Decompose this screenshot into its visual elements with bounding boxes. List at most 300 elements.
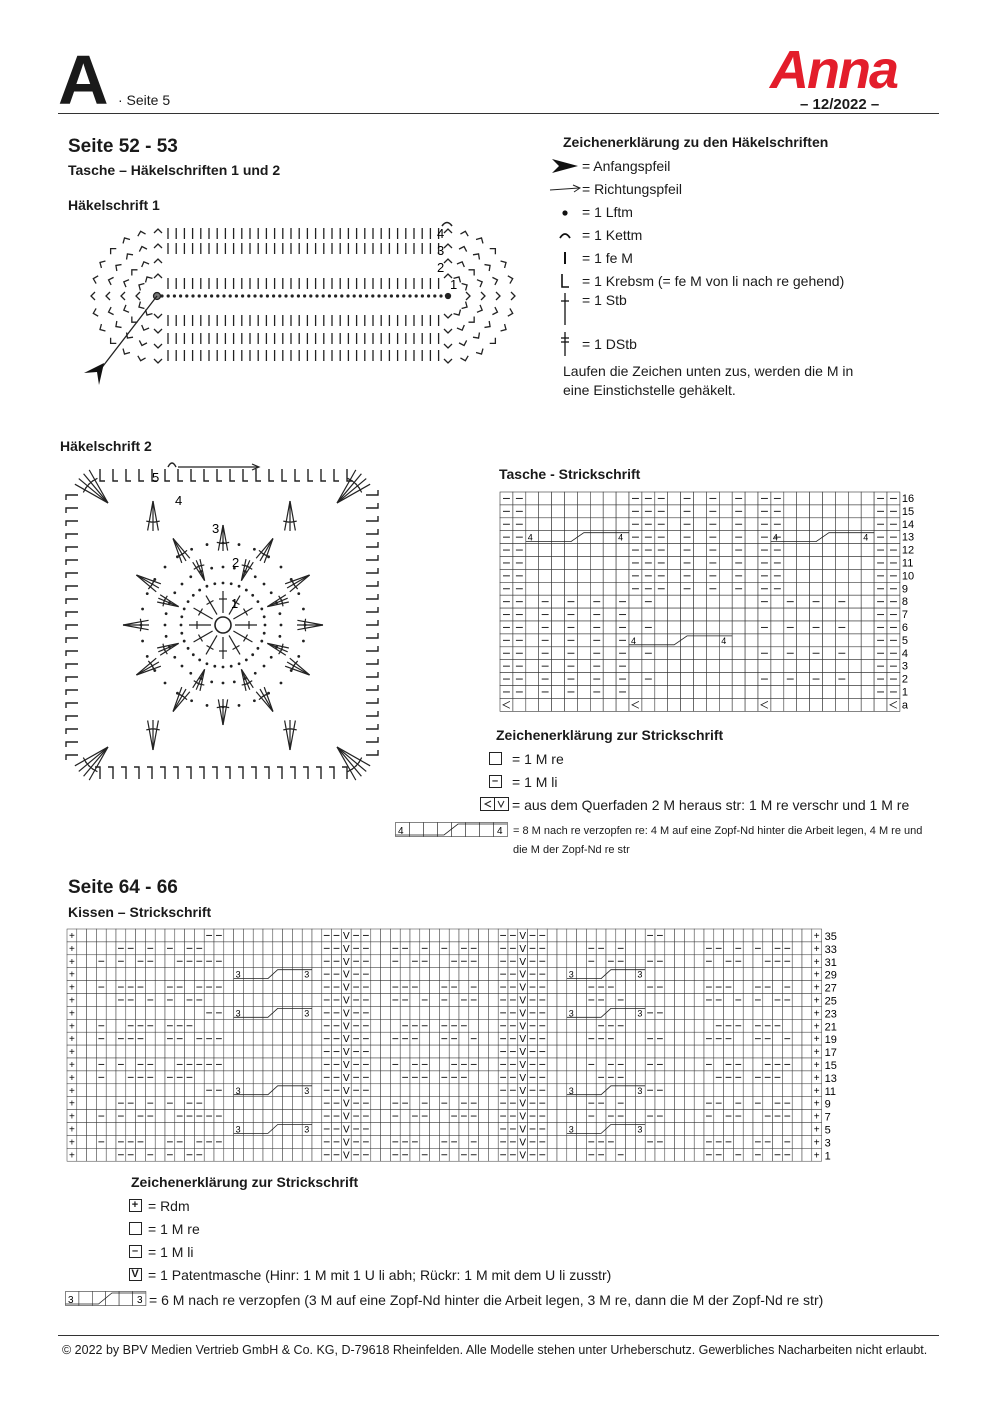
chart-cell [684,968,694,981]
chart-cell [185,981,195,994]
chart-cell [694,955,704,968]
chart-cell [547,955,557,968]
chart-cell [782,1045,792,1058]
cable-label: 3 [568,1124,574,1135]
stitch-mark: + [68,1072,75,1084]
chart-cell [810,518,823,531]
chart-cell [626,1110,636,1123]
crochet-legend [548,154,844,356]
cable-explanation: = 6 M nach re verzopfen (3 M auf eine Zopf-Nd hinter die Arbeit legen, 3 M re, dann die M der Zopf-Nd re str) [149,1292,824,1308]
cable-label: 3 [137,1295,143,1306]
chart-cell [616,569,629,582]
chart-cell [626,942,636,955]
chart-cell [694,647,707,660]
chart-cell [479,968,489,981]
stitch-mark: V [519,1085,527,1097]
chart-cell [469,1045,479,1058]
chart-cell [488,994,498,1007]
chart-cell [539,582,552,595]
chart-cell [616,505,629,518]
chart-cell [616,1032,626,1045]
chart-cell [126,1006,136,1019]
chart-cell [743,942,753,955]
chart-cell [565,505,578,518]
chart-cell [835,634,848,647]
chart-cell [784,660,797,673]
copyright-footer: © 2022 by BPV Medien Vertrieb GmbH & Co. KG, D-79618 Rheinfelden. Alle Modelle stehen unter Urheberschutz. Gewerbliches Nacharbeiten nicht erlaubt. [62,1343,928,1357]
chart-cell [694,660,707,673]
row-number: 29 [824,969,837,982]
chart-cell [302,1032,312,1045]
chart-cell [302,1071,312,1084]
chart-cell [292,1045,302,1058]
chart-cell [763,1006,773,1019]
chart-cell [606,942,616,955]
increase-symbol [478,797,512,812]
stitch-mark: + [68,1124,75,1136]
chart-cell [479,1084,489,1097]
chart-cell [292,1148,302,1161]
chart-cell [106,968,116,981]
chart-cell [175,1084,185,1097]
chart-cell [616,929,626,942]
chart-cell [629,621,642,634]
chart-cell [626,1032,636,1045]
crochet-legend-note: Laufen die Zeichen unten zus, werden die M in eine Einstichstelle gehäkelt. [563,363,854,398]
chart-cell [668,686,681,699]
chart-cell [479,1045,489,1058]
row-number: 15 [824,1060,837,1072]
chart-cell [185,1135,195,1148]
legend-title: Zeichenerklärung zur Strickschrift [131,1174,359,1190]
chart-cell [694,968,704,981]
chart-cell [136,968,146,981]
chart-cell [273,994,283,1007]
round-label: 2 [232,555,240,570]
chart-cell [733,1006,743,1019]
chart-cell [77,968,87,981]
chart-cell [626,1019,636,1032]
chart-cell [234,994,244,1007]
chart-cell [449,1045,459,1058]
chart-cell [420,1135,430,1148]
stitch-mark: V [342,1124,350,1136]
chart-cell [810,569,823,582]
chart-cell [234,1032,244,1045]
stitch-mark: V [342,1072,350,1084]
chart-cell [381,1045,391,1058]
chart-cell [449,1006,459,1019]
chart-cell [694,929,704,942]
chart-cell [792,968,802,981]
chart-cell [312,1123,322,1136]
chart-cell [823,608,836,621]
chart-cell [629,698,642,711]
chart-cell [302,1019,312,1032]
chart-cell [714,968,724,981]
chart-cell [802,1032,812,1045]
chart-cell [400,1084,410,1097]
chart-cell [629,673,642,686]
chart-cell [526,582,539,595]
chart-cell [792,929,802,942]
chart-cell [792,1135,802,1148]
chart-cell [557,1084,567,1097]
chart-cell [312,994,322,1007]
chart-cell [430,955,440,968]
chart-cell [745,531,758,544]
chart-cell [603,492,616,505]
chart-cell [606,1097,616,1110]
chart-cell [665,1123,675,1136]
chart-cell [606,994,616,1007]
cable-label: 4 [772,532,778,543]
chart-label: Häkelschrift 2 [60,438,152,454]
chart-cell [381,1097,391,1110]
chart-cell [273,1019,283,1032]
chart-cell [381,1135,391,1148]
chart-cell [312,968,322,981]
chart-cell [263,1135,273,1148]
chart-cell [732,686,745,699]
chart-cell [596,1110,606,1123]
chart-cell [773,981,783,994]
chart-cell [87,1071,97,1084]
chart-cell [420,1032,430,1045]
stitch-mark: V [519,1021,527,1033]
chart-cell [771,698,784,711]
chart-cell [283,994,293,1007]
row-number: 14 [901,518,915,531]
chart-cell [312,1058,322,1071]
chart-cell [234,1045,244,1058]
chart-cell [87,1123,97,1136]
chart-cell [224,1123,234,1136]
chart-cell [797,608,810,621]
chart-cell [694,1097,704,1110]
chart-cell [681,673,694,686]
chart-cell [557,1135,567,1148]
chart-cell [116,1084,126,1097]
chart-cell [887,698,900,711]
chart-cell [526,647,539,660]
chart-cell [273,929,283,942]
chart-cell [577,955,587,968]
chart-cell [606,1148,616,1161]
chart-cell [577,1110,587,1123]
chart-cell [802,955,812,968]
chart-cell [694,531,707,544]
stitch-mark: V [519,1072,527,1084]
chart-cell [782,929,792,942]
chart-cell [371,1097,381,1110]
kissen-knitting-chart [66,928,846,1168]
chart-cell [312,929,322,942]
chart-cell [96,929,106,942]
chart-cell [668,518,681,531]
chart-cell [704,929,714,942]
chart-cell [96,1084,106,1097]
chart-cell [848,660,861,673]
chart-cell [439,968,449,981]
chart-cell [557,1032,567,1045]
chart-cell [479,1097,489,1110]
chart-cell [439,929,449,942]
chart-cell [165,968,175,981]
chart-cell [106,1148,116,1161]
chart-cell [823,557,836,570]
chart-cell [557,942,567,955]
chart-cell [668,544,681,557]
chart-cell [861,595,874,608]
chart-cell [802,1071,812,1084]
cable-label: 3 [637,1008,643,1019]
chart-cell [835,608,848,621]
chart-cell [106,955,116,968]
chart-cell [694,582,707,595]
chart-cell [577,929,587,942]
row-number: 7 [901,609,909,622]
cable-label: 4 [721,635,727,646]
chart-cell [234,1097,244,1110]
chart-cell [577,621,590,634]
chart-cell [381,1084,391,1097]
chart-cell [430,942,440,955]
chart-cell [848,595,861,608]
chart-cell [704,1084,714,1097]
chart-cell [390,929,400,942]
chart-cell [645,968,655,981]
chart-cell [665,1058,675,1071]
chart-cell [439,1058,449,1071]
chart-cell [106,942,116,955]
chart-cell [655,686,668,699]
chart-cell [684,1058,694,1071]
chart-cell [126,1110,136,1123]
chart-cell [810,557,823,570]
stitch-mark: + [68,943,75,955]
chart-cell [488,1032,498,1045]
chart-cell [552,698,565,711]
cable-label: 3 [235,1085,241,1096]
chart-cell [155,942,165,955]
chart-cell [773,1006,783,1019]
chart-cell [312,1019,322,1032]
chart-cell [714,1006,724,1019]
chart-cell [668,647,681,660]
chart-cell [694,1071,704,1084]
chart-cell [381,1148,391,1161]
chart-cell [577,1135,587,1148]
chart-cell [635,1058,645,1071]
cable-cell [452,823,466,837]
chart-cell [802,1148,812,1161]
chart-cell [145,1123,155,1136]
chart-cell [694,698,707,711]
chart-cell [488,1123,498,1136]
chart-cell [136,1006,146,1019]
cable-label: 4 [863,532,869,543]
chart-cell [753,955,763,968]
chart-cell [635,1097,645,1110]
chart-cell [371,1123,381,1136]
chart-cell [655,673,668,686]
chart-cell [283,1110,293,1123]
chart-cell [430,1135,440,1148]
chart-cell [763,1045,773,1058]
chart-cell [567,1071,577,1084]
chart-cell [835,544,848,557]
chart-cell [606,929,616,942]
chart-cell [724,1148,734,1161]
chart-cell [253,1135,263,1148]
chart-cell [479,1058,489,1071]
chart-cell [590,544,603,557]
chart-cell [175,1045,185,1058]
chart-cell [194,1019,204,1032]
chart-cell [784,544,797,557]
chart-cell [802,1006,812,1019]
chart-cell [539,518,552,531]
chart-cell [77,1071,87,1084]
stitch-mark: V [519,1060,527,1071]
chart-cell [547,1110,557,1123]
chart-cell [668,505,681,518]
chart-cell [797,595,810,608]
chart-cell [758,698,771,711]
chart-cell [552,582,565,595]
chart-cell [449,968,459,981]
chart-cell [253,942,263,955]
chart-cell [753,1058,763,1071]
chart-cell [175,942,185,955]
chart-cell [214,1097,224,1110]
round-label: 5 [152,470,160,485]
chart-cell [603,660,616,673]
chart-cell [488,1006,498,1019]
chart-cell [87,1084,97,1097]
chart-cell [626,1097,636,1110]
chart-cell [603,595,616,608]
chart-cell [684,1071,694,1084]
legend-item: = 1 M re [122,1217,611,1240]
chart-cell [802,1019,812,1032]
chart-cell [773,968,783,981]
chart-cell [792,1032,802,1045]
chart-cell [439,1123,449,1136]
chart-cell [675,1097,685,1110]
chart-cell [771,621,784,634]
chart-cell [224,994,234,1007]
stitch-mark: + [68,995,75,1007]
chart-cell [283,1045,293,1058]
chart-cell [733,1032,743,1045]
stitch-mark: V [519,1034,527,1046]
chart-cell [87,1045,97,1058]
chart-cell [87,1110,97,1123]
chart-cell [797,673,810,686]
chart-cell [552,634,565,647]
chart-cell [155,1135,165,1148]
stitch-mark: V [519,931,527,942]
chart-cell [835,569,848,582]
chart-cell [645,1071,655,1084]
row-number: 15 [901,505,915,518]
chart-cell [577,1045,587,1058]
chart-cell [743,981,753,994]
chart-cell [577,1019,587,1032]
cable-label: 4 [398,826,404,837]
chart-cell [87,955,97,968]
chart-cell [459,929,469,942]
chart-cell [642,660,655,673]
stitch-mark: + [68,1150,75,1162]
chart-cell [773,929,783,942]
chart-cell [719,660,732,673]
chart-cell [390,1071,400,1084]
chart-cell [704,1006,714,1019]
stitch-mark: + [813,1047,820,1059]
chart-cell [567,1135,577,1148]
chart-cell [590,557,603,570]
chart-cell [665,1071,675,1084]
chart-cell [253,929,263,942]
chart-cell [165,1058,175,1071]
chart-cell [577,686,590,699]
chart-cell [681,608,694,621]
chart-cell [763,994,773,1007]
chart-cell [526,698,539,711]
chart-cell [214,1123,224,1136]
chart-cell [626,981,636,994]
chart-cell [745,569,758,582]
chart-cell [557,1148,567,1161]
chart-cell [665,1135,675,1148]
chart-cell [694,1006,704,1019]
chart-cell [381,929,391,942]
chart-cell [835,505,848,518]
row-number: 10 [901,570,915,583]
chart-cell [714,1084,724,1097]
chart-cell [590,698,603,711]
chart-cell [410,968,420,981]
chart-cell [758,686,771,699]
chart-cell [547,1019,557,1032]
chart-cell [635,1135,645,1148]
chart-cell [381,981,391,994]
legend-item: = 1 Lftm [548,200,844,223]
chart-cell [567,1097,577,1110]
chart-cell [567,981,577,994]
chart-cell [861,569,874,582]
stitch-mark: V [519,1008,527,1020]
chart-cell [430,1071,440,1084]
chart-cell [224,1135,234,1148]
chart-cell [263,1032,273,1045]
chart-cell [797,544,810,557]
stitch-mark: V [519,1111,527,1123]
chart-cell [185,1123,195,1136]
chart-cell [145,968,155,981]
chart-cell [204,1148,214,1161]
knit-symbol [478,752,512,765]
chart-cell [234,1019,244,1032]
chart-cell [681,686,694,699]
chart-cell [302,994,312,1007]
chart-cell [224,942,234,955]
chart-cell [782,1071,792,1084]
chart-cell [782,1006,792,1019]
